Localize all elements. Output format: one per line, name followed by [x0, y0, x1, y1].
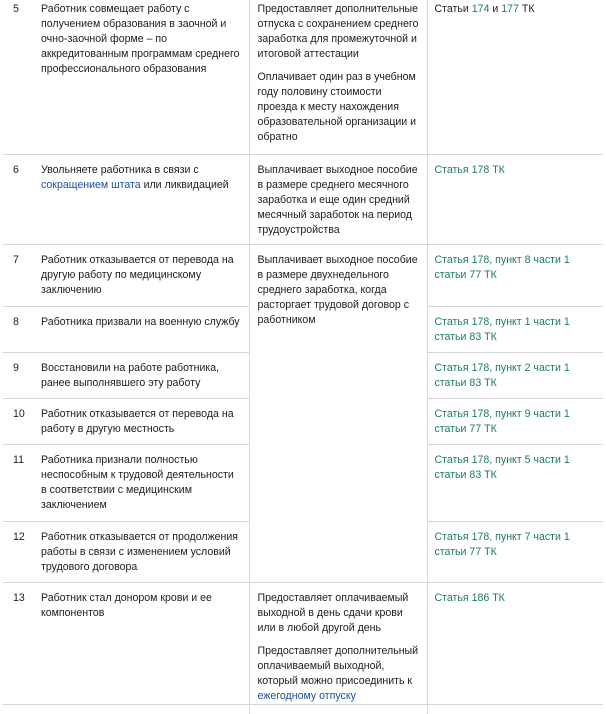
condition-cell	[33, 244, 249, 306]
condition-cell	[33, 521, 249, 582]
condition-text: Восстановили на работе работника, ранее выполнявшего эту работу	[41, 361, 220, 389]
law-link[interactable]: Статья 178, пункт 1 части 1 статьи 83 ТК	[434, 315, 570, 343]
law-suffix: ТК	[518, 3, 535, 15]
row-number: 6	[3, 154, 33, 244]
annual-leave-link[interactable]: ежегодному отпуску	[257, 689, 356, 702]
law-link[interactable]: Статья 178, пункт 7 части 1 статьи 77 ТК	[434, 530, 570, 558]
table-row	[3, 0, 603, 154]
condition-text: Работник отказывается от перевода на работу в другую местность	[41, 407, 234, 435]
law-link[interactable]: Статья 178, пункт 8 части 1 статьи 77 ТК	[434, 253, 570, 281]
action-cell	[249, 582, 427, 704]
action-text: Выплачивает выходное пособие в размере среднего месячного заработка и еще один средний месячный заработок на период трудоустройства	[257, 163, 418, 236]
law-link[interactable]: Статья 178 ТК	[434, 163, 505, 176]
row-number: 11	[3, 444, 33, 521]
action-cell	[249, 0, 427, 154]
action-text: Предоставляет дополнительные отпуска с сохранением среднего заработка для промежуточной и итоговой аттестации	[257, 3, 419, 60]
action-text: Выплачивает выходное пособие в размере двухнедельного среднего заработка, когда расторгает трудовой договор с работником	[257, 253, 418, 326]
row-number: 12	[3, 521, 33, 582]
staff-reduction-link[interactable]: сокращением штата	[41, 178, 141, 191]
law-cell	[427, 398, 603, 444]
condition-text: Работника призвали на военную службу	[41, 315, 240, 328]
condition-text: Работник отказывается от продолжения работы в связи с изменением условий трудового договора	[41, 530, 239, 573]
condition-text: Работник совмещает работу с получением образования в заочной и очно-заочной форме – по аккредитованным программам среднего профессионального образования	[41, 3, 240, 75]
article-177-link[interactable]: 177	[501, 3, 519, 15]
law-cell	[427, 352, 603, 398]
condition-text: Работник стал донором крови и ее компонентов	[41, 591, 212, 619]
row-number: 10	[3, 398, 33, 444]
table-row	[3, 154, 603, 244]
condition-cell	[33, 444, 249, 521]
action-text: Предоставляет оплачиваемый выходной в день сдачи крови или в любой другой день	[257, 591, 409, 634]
condition-text: Работник отказывается от перевода на другую работу по медицинскому заключению	[41, 253, 234, 296]
law-link[interactable]: Статья 178, пункт 2 части 1 статьи 83 ТК	[434, 361, 570, 389]
row-number: 5	[3, 0, 33, 154]
row-number: 9	[3, 352, 33, 398]
law-link[interactable]: Статья 186 ТК	[434, 591, 505, 604]
action-text-start: Предоставляет дополнительный оплачиваемый выходной, который можно присоединить к	[257, 644, 419, 687]
law-conjunction: и	[489, 3, 502, 15]
law-link[interactable]: Статья 178, пункт 9 части 1 статьи 77 ТК	[434, 407, 570, 435]
row-number: 7	[3, 244, 33, 306]
action-text: Оплачивает один раз в учебном году половину стоимости проезда к месту нахождения образовательной организации и обратно	[257, 71, 417, 143]
table-row	[3, 244, 603, 306]
condition-cell	[33, 398, 249, 444]
row-number: 13	[3, 582, 33, 704]
law-cell	[427, 582, 603, 704]
law-cell	[427, 444, 603, 521]
condition-cell	[33, 352, 249, 398]
article-174-link[interactable]: 174	[471, 3, 490, 15]
law-cell	[427, 521, 603, 582]
law-prefix: Статьи	[434, 3, 472, 15]
merged-action-cell	[249, 244, 427, 582]
law-cell	[427, 154, 603, 244]
law-cell	[427, 0, 603, 154]
condition-text: Увольняете работника в связи с	[41, 163, 199, 176]
condition-text-tail: или ликвидацией	[140, 178, 229, 191]
condition-cell	[33, 582, 249, 704]
row-number: 8	[3, 306, 33, 352]
action-text	[258, 644, 421, 704]
law-cell	[427, 244, 603, 306]
condition-cell	[33, 154, 249, 244]
condition-cell	[33, 306, 249, 352]
law-cell	[427, 306, 603, 352]
table-row	[3, 582, 603, 704]
benefits-table	[3, 0, 603, 714]
condition-cell	[33, 0, 249, 154]
table-row-partial	[3, 704, 603, 714]
condition-text: Работника признали полностью неспособным к трудовой деятельности в соответствии с медицинским заключением	[41, 453, 234, 511]
action-cell	[249, 154, 427, 244]
law-link[interactable]: Статья 178, пункт 5 части 1 статьи 83 ТК	[434, 453, 570, 481]
